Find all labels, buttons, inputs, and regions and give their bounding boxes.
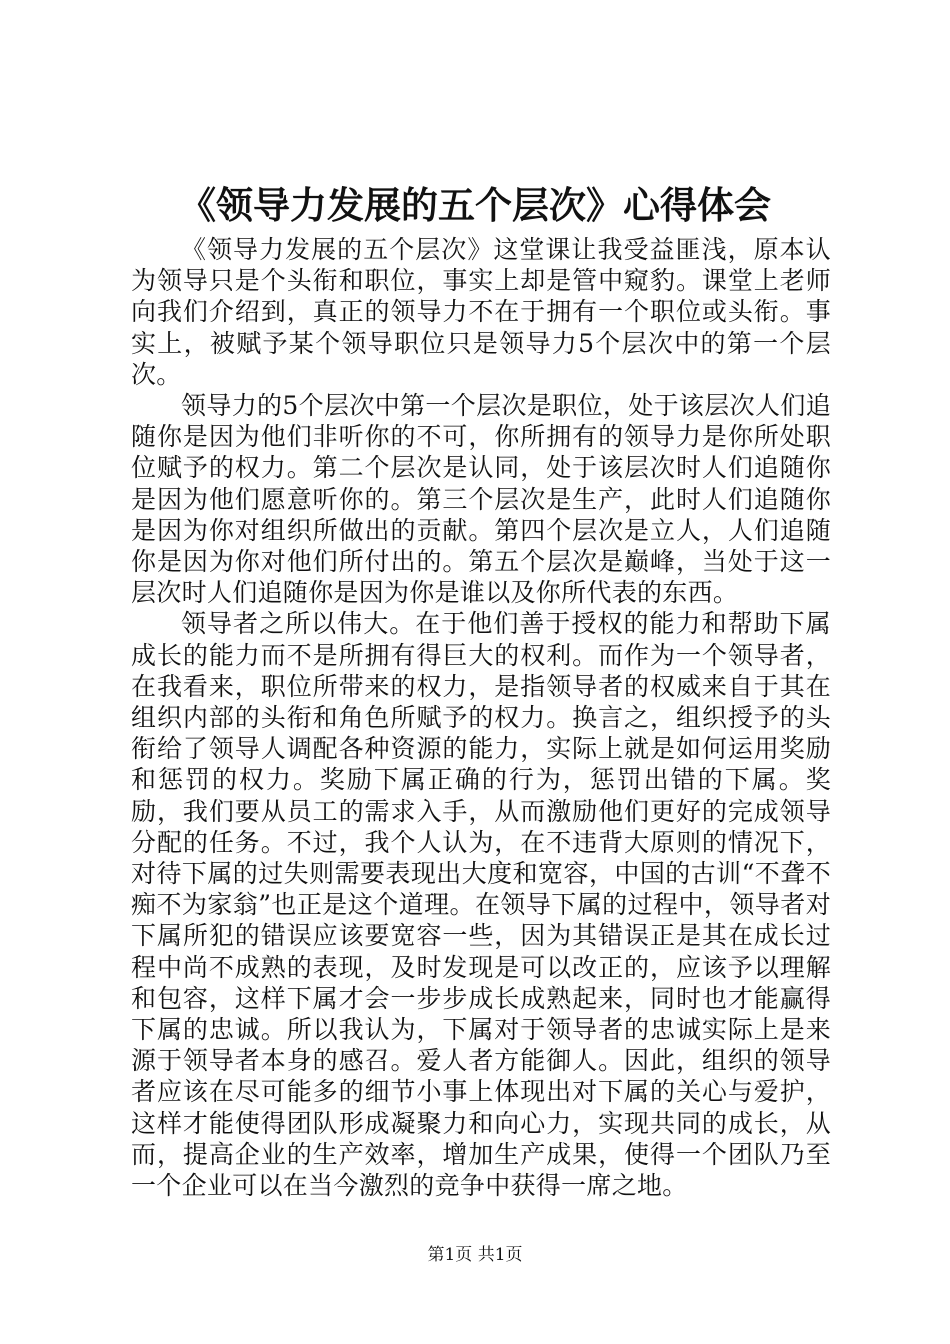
document-body — [131, 234, 831, 1201]
page-footer: 第1页 共1页 — [427, 1245, 523, 1265]
paragraph-2: 领导力的5个层次中第一个层次是职位，处于该层次人们追随你是因为他们非听你的不可，你所拥有的领导力是你所处职位赋予的权力。第二个层次是认同，处于该层次时人们追随你是因为他们愿意听你的。第三个层次是生产，此时人们追随你是因为你对组织所做出的贡献。第四个层次是立人，人们追随你是因为你对他们所付出的。第五个层次是巅峰，当处于这一层次时人们追随你是因为你是谁以及你所代表的东西。 — [131, 391, 831, 608]
paragraph-3: 领导者之所以伟大。在于他们善于授权的能力和帮助下属成长的能力而不是所拥有得巨大的权利。而作为一个领导者，在我看来，职位所带来的权力，是指领导者的权威来自于其在组织内部的头衔和角色所赋予的权力。换言之，组织授予的头衔给了领导人调配各种资源的能力，实际上就是如何运用奖励和惩罚的权力。奖励下属正确的行为，惩罚出错的下属。奖励，我们要从员工的需求入手，从而激励他们更好的完成领导分配的任务。不过，我个人认为，在不违背大原则的情况下，对待下属的过失则需要表现出大度和宽容，中国的古训“不聋不痴不为家翁”也正是这个道理。在领导下属的过程中，领导者对下属所犯的错误应该要宽容一些，因为其错误正是其在成长过程中尚不成熟的表现，及时发现是可以改正的，应该予以理解和包容，这样下属才会一步步成长成熟起来，同时也才能赢得下属的忠诚。所以我认为，下属对于领导者的忠诚实际上是来源于领导者本身的感召。爱人者方能御人。因此，组织的领导者应该在尽可能多的细节小事上体现出对下属的关心与爱护，这样才能使得团队形成凝聚力和向心力，实现共同的成长，从而，提高企业的生产效率，增加生产成果，使得一个团队乃至一个企业可以在当今激烈的竞争中获得一席之地。 — [131, 609, 831, 1201]
document-title: 《领导力发展的五个层次》心得体会 — [179, 183, 771, 227]
paragraph-1: 《领导力发展的五个层次》这堂课让我受益匪浅，原本认为领导只是个头衔和职位，事实上却是管中窥豹。课堂上老师向我们介绍到，真正的领导力不在于拥有一个职位或头衔。事实上，被赋予某个领导职位只是领导力5个层次中的第一个层次。 — [131, 235, 831, 389]
